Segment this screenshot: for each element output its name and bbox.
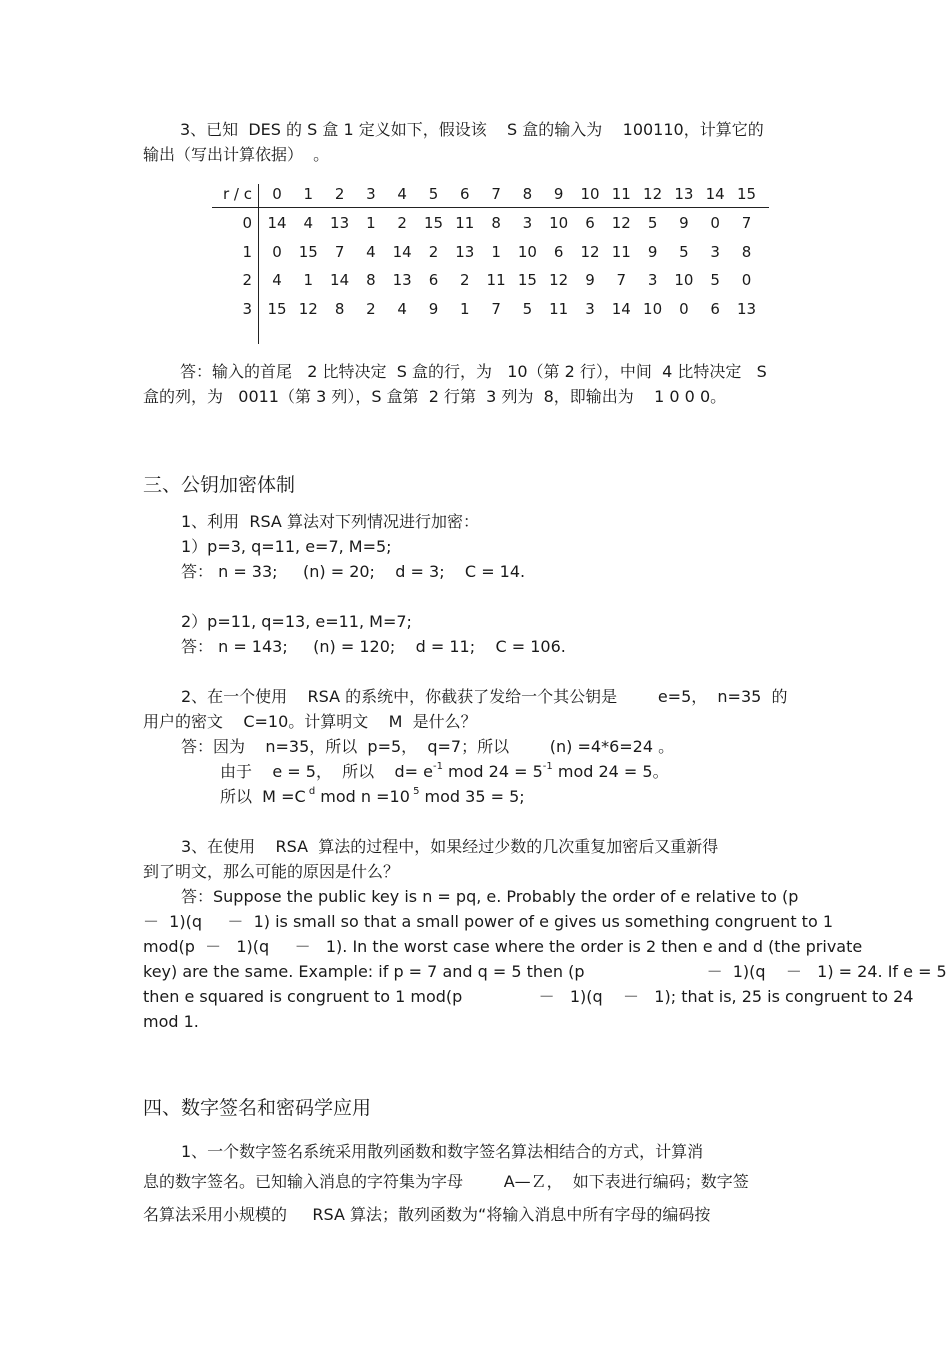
rsa-q2-answer3-part1: 所以 M =C <box>220 787 306 806</box>
table-cell: 11 <box>455 214 475 232</box>
rsa-q3-answer-line1: 答：Suppose the public key is n = pq, e. Probably the order of e relative to (p <box>181 887 799 906</box>
table-cell: 12 <box>611 214 631 232</box>
section3-heading: 三、公钥加密体制 <box>143 474 296 496</box>
rsa-q2-answer3-part3: mod 35 = 5; <box>419 787 525 806</box>
table-col-header: 12 <box>643 185 663 203</box>
table-col-header: 14 <box>705 185 725 203</box>
table-row-header: 3 <box>242 299 252 318</box>
table-corner-label: r / c <box>222 185 252 203</box>
table-cell: 15 <box>517 271 537 289</box>
table-cell: 15 <box>423 214 444 232</box>
table-row-header: 1 <box>242 242 252 261</box>
rsa-q3-answer-line2: － 1)(q － 1) is small so that a small power of e gives us something congruent to 1 <box>143 912 833 931</box>
table-cell: 3 <box>522 214 533 232</box>
table-cell: 9 <box>679 214 689 232</box>
table-cell: 14 <box>392 242 412 261</box>
table-vertical-rule <box>258 184 259 344</box>
des-answer-line2: 盒的列，为 0011（第 3 列），S 盒第 2 行第 3 列为 8，即输出为 1 0 0 0。 <box>143 387 727 406</box>
table-col-header: 1 <box>303 185 314 203</box>
table-cell: 5 <box>522 299 533 318</box>
rsa-q3-answer-line5: then e squared is congruent to 1 mod(p － 1)(q － 1); that is, 25 is congruent to 24 <box>143 987 914 1006</box>
table-col-header: 3 <box>366 185 376 203</box>
table-cell: 4 <box>366 242 376 261</box>
rsa-q2-answer2-part3: mod 24 = 5。 <box>552 762 669 781</box>
table-cell: 12 <box>298 299 318 318</box>
table-cell: 8 <box>366 271 376 289</box>
table-col-header: 11 <box>611 185 631 203</box>
table-cell: 7 <box>741 214 752 232</box>
rsa-q1-case1: 1）p=3, q=11, e=7, M=5; <box>181 537 392 556</box>
table-cell: 13 <box>392 271 412 289</box>
table-horizontal-rule <box>212 207 769 208</box>
table-cell: 0 <box>679 299 689 318</box>
table-col-header: 13 <box>674 185 694 203</box>
table-cell: 7 <box>334 242 345 261</box>
table-cell: 5 <box>710 271 720 289</box>
rsa-q3-answer-line6: mod 1. <box>143 1012 199 1031</box>
table-cell: 10 <box>549 214 569 232</box>
table-cell: 4 <box>397 299 407 318</box>
table-cell: 1 <box>460 299 470 318</box>
rsa-q2-line2: 用户的密文 C=10。计算明文 M 是什么？ <box>143 712 477 731</box>
table-cell: 0 <box>741 271 752 289</box>
table-row-header: 2 <box>242 271 252 289</box>
rsa-q2-answer1: 答：因为 n=35，所以 p=5， q=7；所以 (n) =4*6=24 。 <box>181 737 675 756</box>
table-cell: 11 <box>611 242 631 261</box>
signature-q1-line3: 名算法采用小规模的 RSA 算法；散列函数为“将输入消息中所有字母的编码按 <box>143 1205 711 1224</box>
table-col-header: 8 <box>522 185 533 203</box>
table-col-header: 4 <box>397 185 407 203</box>
rsa-q3-line1: 3、在使用 RSA 算法的过程中，如果经过少数的几次重复加密后又重新得 <box>181 837 719 856</box>
table-cell: 9 <box>647 242 658 261</box>
table-cell: 5 <box>647 214 658 232</box>
table-col-header: 15 <box>736 185 757 203</box>
rsa-q2-answer2-part1: 由于 e = 5， 所以 d= e <box>220 762 433 781</box>
rsa-q1-answer1: 答： n = 33; (n) = 20; d = 3; C = 14. <box>181 562 526 581</box>
table-cell: 1 <box>491 242 501 261</box>
rsa-q3-answer-line3: mod(p － 1)(q － 1). In the worst case where the order is 2 then e and d (the private <box>143 937 863 956</box>
des-answer-line1: 答：输入的首尾 2 比特决定 S 盒的行，为 10（第 2 行），中间 4 比特决定 S <box>180 362 767 381</box>
table-cell: 6 <box>428 271 439 289</box>
rsa-q3-line2: 到了明文，那么可能的原因是什么？ <box>143 862 400 881</box>
table-col-header: 6 <box>460 185 470 203</box>
table-cell: 15 <box>267 299 287 318</box>
rsa-q1: 1、利用 RSA 算法对下列情况进行加密： <box>181 512 479 531</box>
table-cell: 9 <box>585 271 595 289</box>
table-cell: 10 <box>674 271 694 289</box>
table-cell: 2 <box>428 242 439 261</box>
table-cell: 8 <box>334 299 345 318</box>
table-cell: 4 <box>303 214 314 232</box>
table-col-header: 5 <box>428 185 439 203</box>
rsa-q3-answer-line4: key) are the same. Example: if p = 7 and q = 5 then (p － 1)(q － 1) = 24. If e = 5 <box>143 962 947 981</box>
table-cell: 3 <box>710 242 720 261</box>
signature-q1-line2: 息的数字签名。已知输入消息的字符集为字母 A—Ｚ， 如下表进行编码；数字签 <box>143 1172 749 1191</box>
table-cell: 2 <box>397 214 407 232</box>
table-cell: 13 <box>736 299 757 318</box>
table-col-header: 10 <box>580 185 600 203</box>
table-cell: 7 <box>491 299 501 318</box>
table-cell: 2 <box>366 299 376 318</box>
exponent-sup: -1 <box>432 760 443 772</box>
des-question-line1: 3、已知 DES 的 S 盒 1 定义如下，假设该 S 盒的输入为 100110，计算它的 <box>180 120 764 139</box>
table-cell: 13 <box>330 214 350 232</box>
exponent-sup: d <box>305 785 316 797</box>
signature-q1-line1: 1、一个数字签名系统采用散列函数和数字签名算法相结合的方式，计算消 <box>181 1142 704 1161</box>
table-cell: 6 <box>585 214 595 232</box>
table-cell: 14 <box>330 271 350 289</box>
table-cell: 12 <box>549 271 569 289</box>
table-cell: 11 <box>486 271 506 289</box>
table-cell: 13 <box>455 242 475 261</box>
rsa-q2-answer3-part2: mod n =10 <box>315 787 410 806</box>
table-cell: 1 <box>366 214 376 232</box>
rsa-q1-answer2: 答： n = 143; (n) = 120; d = 11; C = 106. <box>181 637 566 656</box>
section4-heading: 四、数字签名和密码学应用 <box>143 1097 372 1119</box>
table-cell: 6 <box>553 242 564 261</box>
table-cell: 8 <box>491 214 501 232</box>
table-cell: 7 <box>616 271 627 289</box>
exponent-sup: 5 <box>409 785 420 797</box>
table-cell: 9 <box>428 299 439 318</box>
table-cell: 3 <box>585 299 595 318</box>
table-cell: 3 <box>647 271 658 289</box>
table-cell: 10 <box>643 299 663 318</box>
table-cell: 8 <box>741 242 752 261</box>
table-col-header: 0 <box>272 185 282 203</box>
table-cell: 2 <box>460 271 470 289</box>
table-cell: 15 <box>298 242 318 261</box>
table-cell: 10 <box>517 242 537 261</box>
table-cell: 6 <box>710 299 720 318</box>
rsa-q2-answer3 <box>220 787 525 807</box>
des-question-line2: 输出（写出计算依据） 。 <box>143 145 330 164</box>
table-cell: 4 <box>272 271 282 289</box>
table-col-header: 7 <box>491 185 501 203</box>
table-cell: 12 <box>580 242 600 261</box>
table-cell: 14 <box>611 299 631 318</box>
table-cell: 1 <box>303 271 314 289</box>
rsa-q2-answer2-part2: mod 24 = 5 <box>442 762 543 781</box>
rsa-q2-line1: 2、在一个使用 RSA 的系统中，你截获了发给一个其公钥是 e=5， n=35 的 <box>181 687 788 706</box>
table-cell: 0 <box>710 214 720 232</box>
table-col-header: 2 <box>334 185 345 203</box>
table-cell: 0 <box>272 242 282 261</box>
table-row-header: 0 <box>242 214 252 232</box>
table-cell: 5 <box>679 242 689 261</box>
table-cell: 14 <box>267 214 287 232</box>
rsa-q2-answer2 <box>220 762 669 782</box>
rsa-q1-case2: 2）p=11, q=13, e=11, M=7; <box>181 612 412 631</box>
table-cell: 11 <box>549 299 569 318</box>
table-col-header: 9 <box>553 185 564 203</box>
sbox-table <box>212 180 772 345</box>
exponent-sup: -1 <box>542 760 553 772</box>
